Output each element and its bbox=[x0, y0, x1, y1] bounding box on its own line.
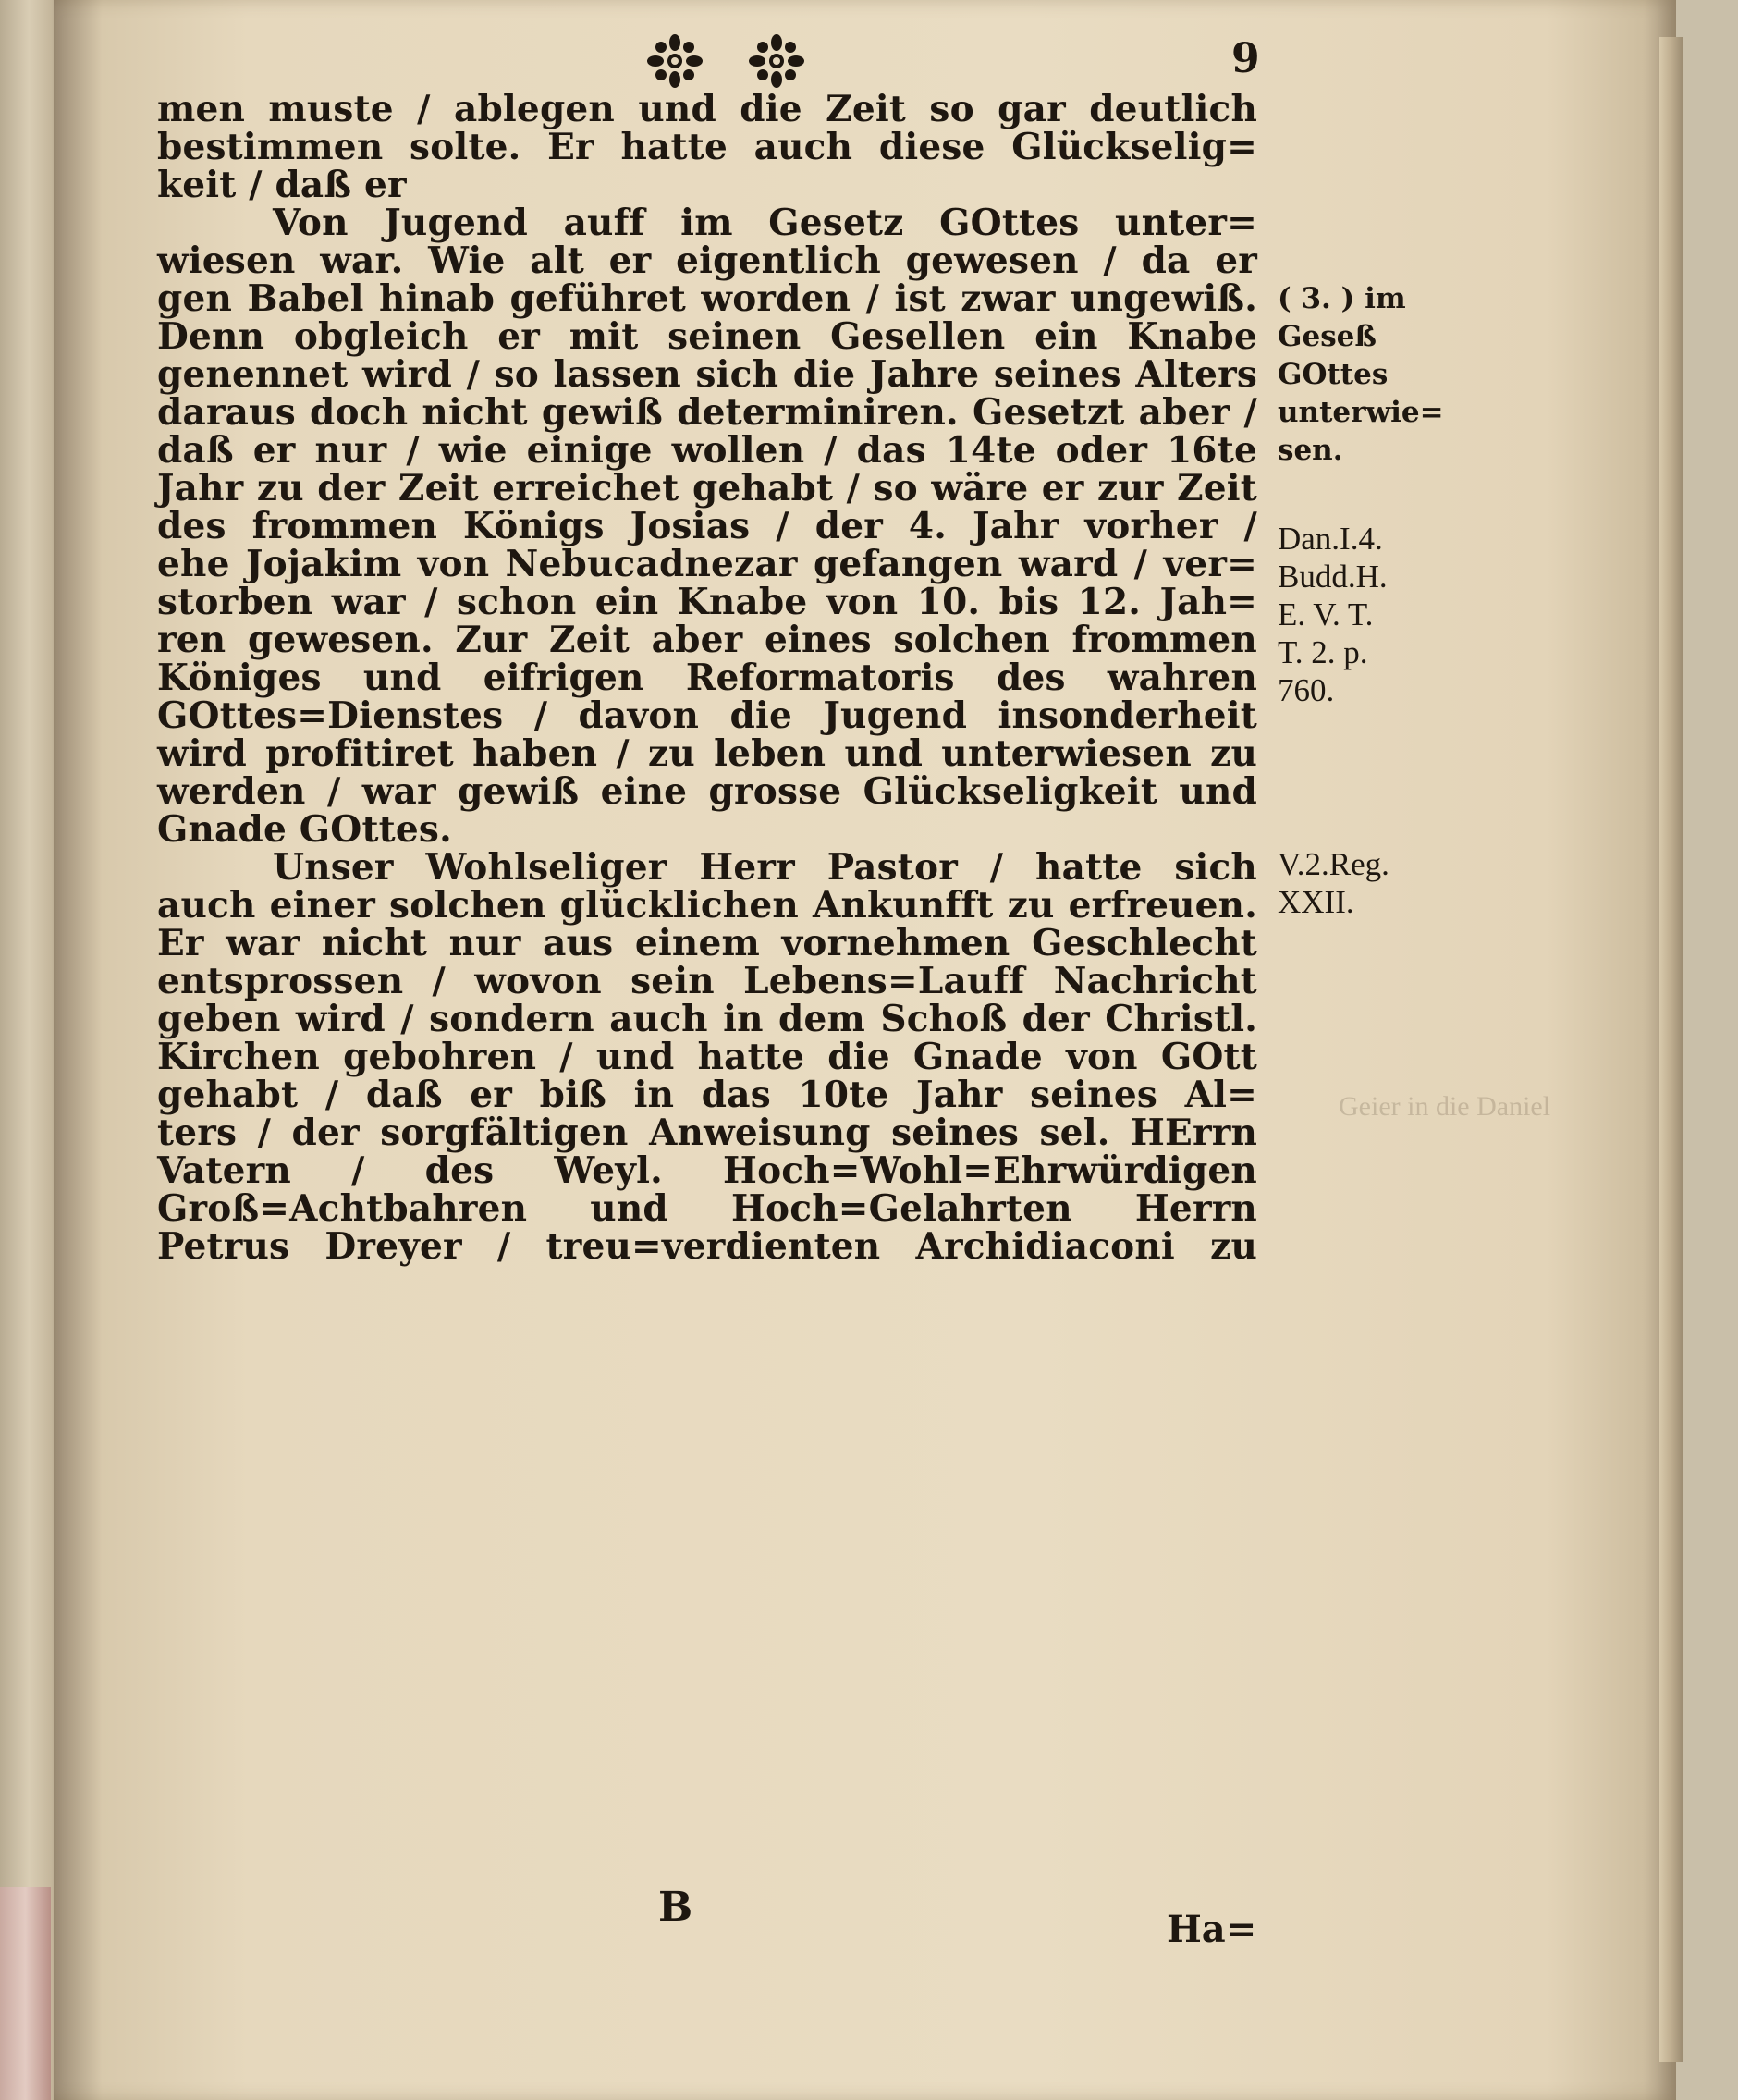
margin-note-line: E. V. T. bbox=[1278, 596, 1374, 632]
flower-ornament-icon bbox=[744, 33, 809, 89]
text-line: werden / war gewiß eine grosse Glückseligkeit und bbox=[157, 770, 1257, 813]
margin-note-kings bbox=[1278, 845, 1453, 921]
text-line: entsprossen / wovon sein Lebens=Lauff Nachricht bbox=[157, 960, 1257, 1002]
text-line: Petrus Dreyer / treu=verdienten Archidiaconi zu bbox=[157, 1225, 1257, 1268]
text-line: ters / der sorgfältigen Anweisung seines sel. HErrn bbox=[157, 1111, 1257, 1154]
margin-note-line: ( 3. ) im bbox=[1278, 282, 1406, 315]
text-line: des frommen Königs Josias / der 4. Jahr vorher / bbox=[157, 505, 1257, 547]
text-line: geben wird / sondern auch in dem Schoß der Christl. bbox=[157, 998, 1257, 1040]
text-line: auch einer solchen glücklichen Ankunfft zu erfreuen. bbox=[157, 884, 1257, 927]
text-line: Unser Wohlseliger Herr Pastor / hatte sich bbox=[273, 846, 1257, 889]
text-line: Königes und eifrigen Reformatoris des wahren bbox=[157, 657, 1257, 699]
text-line: Von Jugend auff im Gesetz GOttes unter= bbox=[273, 202, 1257, 244]
text-line: Groß=Achtbahren und Hoch=Gelahrten Herrn bbox=[157, 1187, 1257, 1230]
margin-note-line: 760. bbox=[1278, 672, 1335, 708]
text-line: wiesen war. Wie alt er eigentlich gewesen / da er bbox=[157, 239, 1257, 282]
text-line: bestimmen solte. Er hatte auch diese Glückselig= bbox=[157, 126, 1257, 168]
text-line: ren gewesen. Zur Zeit aber eines solchen frommen bbox=[157, 619, 1257, 661]
text-line: daß er nur / wie einige wollen / das 14te oder 16te bbox=[157, 429, 1257, 472]
margin-note-line: Geseß bbox=[1278, 320, 1377, 353]
text-line: GOttes=Dienstes / davon die Jugend insonderheit bbox=[157, 694, 1257, 737]
catchword: Ha= bbox=[1167, 1908, 1257, 1951]
margin-note-references bbox=[1278, 520, 1453, 709]
margin-note-line: Budd.H. bbox=[1278, 559, 1388, 595]
show-through: Geier in die Daniel bbox=[1339, 1091, 1551, 1122]
margin-note-line: sen. bbox=[1278, 434, 1343, 467]
text-line: men muste / ablegen und die Zeit so gar deutlich bbox=[157, 88, 1257, 130]
text-line: daraus doch nicht gewiß determiniren. Gesetzt aber / bbox=[157, 391, 1257, 434]
text-line: Kirchen gebohren / und hatte die Gnade von GOtt bbox=[157, 1036, 1257, 1078]
margin-note-gesetz bbox=[1278, 280, 1453, 470]
text-line: Er war nicht nur aus einem vornehmen Geschlecht bbox=[157, 922, 1257, 964]
signature-mark: B bbox=[658, 1884, 693, 1931]
body-text bbox=[157, 88, 1257, 1268]
margin-note-line: V.2.Reg. bbox=[1278, 846, 1389, 882]
text-line: storben war / schon ein Knabe von 10. bis 12. Jah= bbox=[157, 581, 1257, 623]
margin-note-line: unterwie= bbox=[1278, 396, 1444, 429]
page-number: 9 bbox=[1231, 35, 1260, 82]
margin-note-line: GOttes bbox=[1278, 358, 1389, 391]
flower-ornament-icon bbox=[643, 33, 707, 89]
margin-note-line: T. 2. p. bbox=[1278, 634, 1368, 670]
text-line: gen Babel hinab geführet worden / ist zwar ungewiß. bbox=[157, 277, 1257, 320]
text-line: genennet wird / so lassen sich die Jahre seines Alters bbox=[157, 353, 1257, 396]
margin-note-line: XXII. bbox=[1278, 884, 1354, 920]
text-line: Denn obgleich er mit seinen Gesellen ein Knabe bbox=[157, 315, 1257, 358]
bookmark-ribbon bbox=[0, 1887, 51, 2100]
page-edge-shadow bbox=[1659, 37, 1683, 2062]
margin-note-line: Dan.I.4. bbox=[1278, 521, 1383, 557]
text-line: Jahr zu der Zeit erreichet gehabt / so wäre er zur Zeit bbox=[157, 467, 1257, 510]
text-line: ehe Jojakim von Nebucadnezar gefangen ward / ver= bbox=[157, 543, 1257, 585]
text-line: gehabt / daß er biß in das 10te Jahr seines Al= bbox=[157, 1074, 1257, 1116]
text-line: Gnade GOttes. bbox=[157, 808, 452, 851]
text-line: keit / daß er bbox=[157, 164, 407, 206]
text-line: Vatern / des Weyl. Hoch=Wohl=Ehrwürdigen bbox=[157, 1149, 1257, 1192]
text-line: wird profitiret haben / zu leben und unterwiesen zu bbox=[157, 732, 1257, 775]
